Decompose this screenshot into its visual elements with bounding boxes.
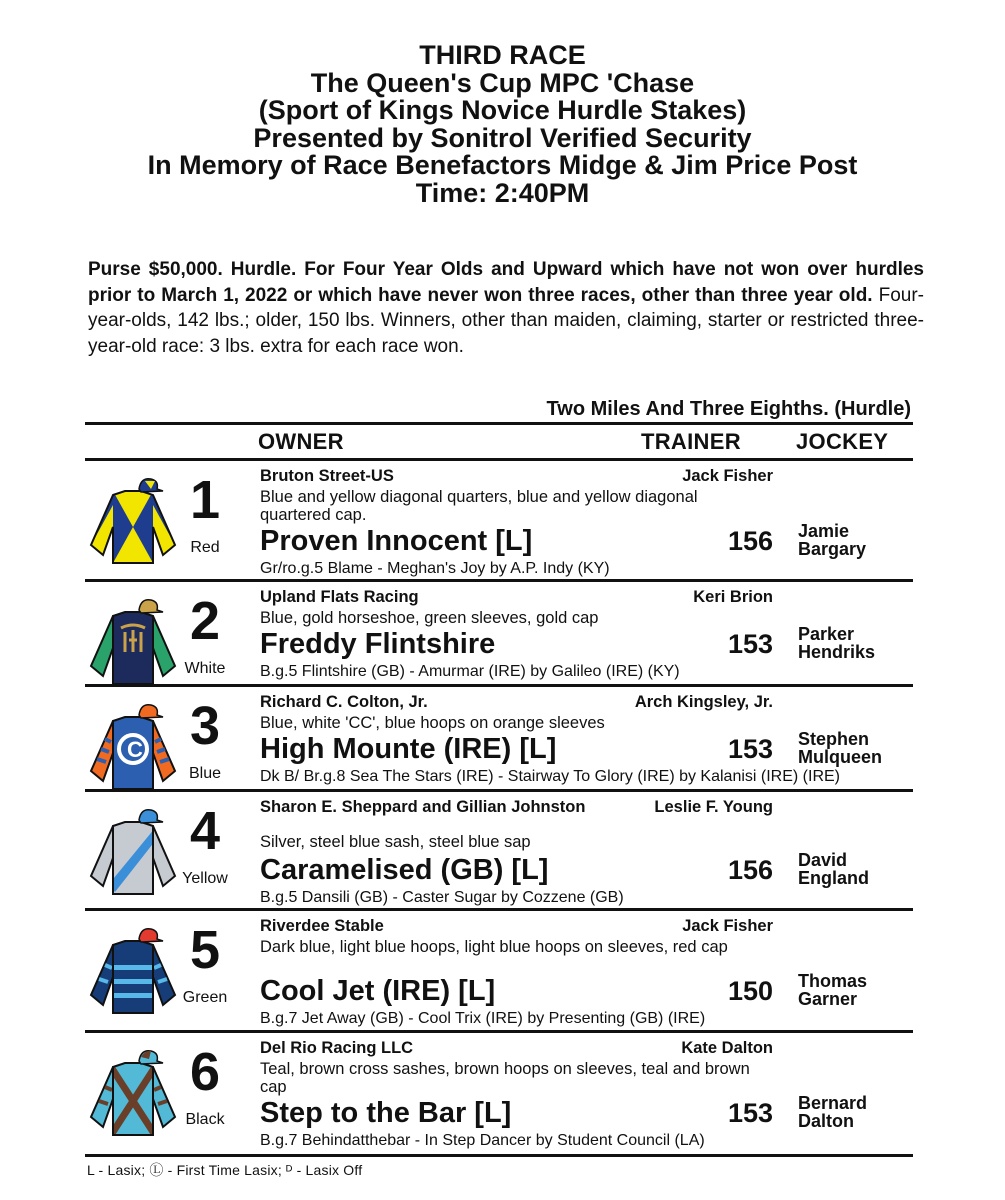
horse-name: Step to the Bar [L] <box>260 1097 512 1129</box>
weight: 156 <box>727 855 773 885</box>
silks-2-icon <box>85 596 181 688</box>
silks-1-icon <box>85 475 181 567</box>
trainer-name: Arch Kingsley, Jr. <box>634 693 773 711</box>
entry-1 <box>85 461 913 579</box>
race-sponsor: Presented by Sonitrol Verified Security <box>253 122 752 153</box>
silks-description: Teal, brown cross sashes, brown hoops on sleeves, teal and brown cap <box>260 1060 750 1096</box>
silks-description: Dark blue, light blue hoops, light blue hoops on sleeves, red cap <box>260 938 728 956</box>
entry-2 <box>85 582 913 700</box>
program-number: 4 <box>189 801 221 861</box>
owner-name: Bruton Street-US <box>260 467 394 485</box>
race-memorial: In Memory of Race Benefactors Midge & Jim Price Post <box>147 150 858 180</box>
jockey-name: Bernard Dalton <box>798 1093 868 1131</box>
silks-description: Silver, steel blue sash, steel blue sap <box>260 833 531 851</box>
owner-name: Richard C. Colton, Jr. <box>260 693 428 711</box>
silks-description: Blue and yellow diagonal quarters, blue and yellow diagonal quartered cap. <box>260 488 698 524</box>
owner-column-header: OWNER <box>258 429 344 454</box>
jockey-name: Parker Hendriks <box>798 624 876 662</box>
entry-5 <box>85 911 913 1029</box>
horse-name: Caramelised (GB) [L] <box>260 854 549 886</box>
breeding: B.g.7 Jet Away (GB) - Cool Trix (IRE) by Presenting (GB) (IRE) <box>260 1010 706 1027</box>
race-subtitle: (Sport of Kings Novice Hurdle Stakes) <box>258 95 747 125</box>
race-time: Time: 2:40PM <box>415 177 590 208</box>
horse-name: Freddy Flintshire <box>260 628 496 660</box>
program-number: 3 <box>189 696 221 756</box>
jockey-name: Thomas Garner <box>798 971 868 1009</box>
silks-5-icon <box>85 925 181 1017</box>
weight: 156 <box>727 526 773 556</box>
owner-name: Del Rio Racing LLC <box>260 1039 414 1057</box>
breeding: B.g.7 Behindatthebar - In Step Dancer by Student Council (LA) <box>260 1132 705 1149</box>
entry-4 <box>85 792 913 910</box>
weight: 150 <box>727 976 773 1006</box>
owner-name: Upland Flats Racing <box>260 588 419 606</box>
program-number: 2 <box>189 591 221 651</box>
trainer-name: Jack Fisher <box>682 467 773 485</box>
horse-name: Proven Innocent [L] <box>260 525 533 557</box>
program-number: 5 <box>189 920 221 980</box>
entry-3 <box>85 687 913 805</box>
jockey-name: Stephen Mulqueen <box>798 729 882 767</box>
saddle-cloth-color: Yellow <box>182 870 228 887</box>
silks-description: Blue, gold horseshoe, green sleeves, gold cap <box>260 609 599 627</box>
trainer-name: Leslie F. Young <box>654 798 773 816</box>
saddle-cloth-color: Green <box>182 989 228 1006</box>
program-number: 1 <box>189 470 221 530</box>
lasix-legend: L - Lasix; Ⓛ - First Time Lasix; ᴰ - Lasix Off <box>87 1162 363 1178</box>
entry-6 <box>85 1033 913 1151</box>
conditions-bold: Purse $50,000. Hurdle. For Four Year Olds and Upward which have not won over hurdles prior to March 1, 2022 or which have never won three races, other than three year old. <box>88 259 924 306</box>
trainer-column-header: TRAINER <box>641 429 741 454</box>
race-distance: Two Miles And Three Eighths. (Hurdle) <box>546 398 911 420</box>
jockey-column-header: JOCKEY <box>796 429 889 454</box>
owner-name: Sharon E. Sheppard and Gillian Johnston <box>260 798 586 816</box>
horse-name: Cool Jet (IRE) [L] <box>260 975 496 1007</box>
saddle-cloth-color: White <box>184 660 226 677</box>
silks-3-icon <box>85 701 181 793</box>
conditions-regular: Four-year-olds, 142 lbs.; older, 150 lbs. Winners, other than maiden, claiming, starter or restricted three-year-old race: 3 lbs. extra for each race won. <box>88 284 924 357</box>
trainer-name: Kate Dalton <box>681 1039 773 1057</box>
saddle-cloth-color: Black <box>185 1111 225 1128</box>
breeding: B.g.5 Flintshire (GB) - Amurmar (IRE) by Galileo (IRE) (KY) <box>260 663 680 680</box>
table-bottom-rule <box>85 1154 913 1157</box>
weight: 153 <box>727 629 773 659</box>
trainer-name: Jack Fisher <box>682 917 773 935</box>
silks-4-icon <box>85 806 181 898</box>
breeding: Gr/ro.g.5 Blame - Meghan's Joy by A.P. Indy (KY) <box>260 560 610 577</box>
race-number: THIRD RACE <box>419 40 586 70</box>
jockey-name: Jamie Bargary <box>798 521 867 559</box>
saddle-cloth-color: Red <box>190 539 220 556</box>
race-header <box>0 42 1005 207</box>
svg-text:C: C <box>127 737 143 762</box>
trainer-name: Keri Brion <box>693 588 773 606</box>
table-top-rule <box>85 422 913 425</box>
owner-name: Riverdee Stable <box>260 917 384 935</box>
breeding: Dk B/ Br.g.8 Sea The Stars (IRE) - Stairway To Glory (IRE) by Kalanisi (IRE) (IRE) <box>260 768 841 785</box>
weight: 153 <box>727 734 773 764</box>
program-number: 6 <box>189 1042 221 1102</box>
weight: 153 <box>727 1098 773 1128</box>
silks-description: Blue, white 'CC', blue hoops on orange sleeves <box>260 714 605 732</box>
breeding: B.g.5 Dansili (GB) - Caster Sugar by Cozzene (GB) <box>260 889 624 906</box>
jockey-name: David England <box>798 850 869 888</box>
race-conditions <box>88 257 924 359</box>
horse-name: High Mounte (IRE) [L] <box>260 733 557 765</box>
silks-6-icon <box>85 1047 181 1139</box>
saddle-cloth-color: Blue <box>188 765 222 782</box>
race-title: The Queen's Cup MPC 'Chase <box>310 67 695 98</box>
